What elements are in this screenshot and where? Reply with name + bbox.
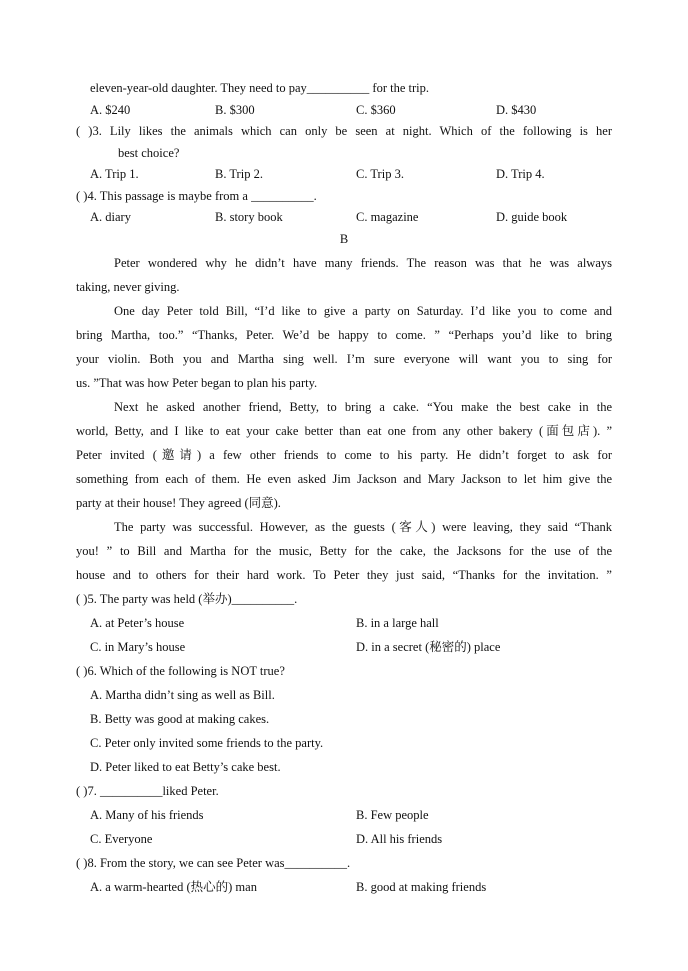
q2-option-c[interactable]: C. $360	[356, 103, 396, 117]
passage-para1-line2: taking, never giving.	[76, 280, 180, 294]
passage-para1-line1: Peter wondered why he didn’t have many friends. The reason was that he was always	[114, 256, 612, 270]
q7-option-c[interactable]: C. Everyone	[90, 832, 153, 846]
passage-para2-line1: One day Peter told Bill, “I’d like to give a party on Saturday. I’d like you to come and	[114, 304, 612, 318]
q6-option-b[interactable]: B. Betty was good at making cakes.	[90, 712, 270, 726]
q5-option-d[interactable]: D. in a secret (秘密的) place	[356, 640, 501, 654]
passage-para3-line2: world, Betty, and I like to eat your cake better than eat one from any other bakery (面包店). ”	[76, 424, 612, 438]
q6-option-d[interactable]: D. Peter liked to eat Betty’s cake best.	[90, 760, 281, 774]
passage-para3-line4: something from each of them. He even asked Jim Jackson and Mary Jackson to let him give the	[76, 472, 612, 486]
passage-para3-line1: Next he asked another friend, Betty, to bring a cake. “You make the best cake in the	[114, 400, 612, 414]
q2-option-b[interactable]: B. $300	[215, 103, 255, 117]
q3-option-b[interactable]: B. Trip 2.	[215, 167, 263, 181]
q3-option-a[interactable]: A. Trip 1.	[90, 167, 139, 181]
q4-stem: ( )4. This passage is maybe from a __________.	[76, 189, 317, 203]
q6-stem: ( )6. Which of the following is NOT true?	[76, 664, 285, 678]
section-b-heading: B	[339, 232, 349, 246]
q5-stem: ( )5. The party was held (举办)__________.	[76, 592, 298, 606]
q7-option-a[interactable]: A. Many of his friends	[90, 808, 204, 822]
q4-option-c[interactable]: C. magazine	[356, 210, 419, 224]
passage-para3-line3: Peter invited (邀请) a few other friends to come to his party. He didn’t forget to ask for	[76, 448, 612, 462]
passage-para4-line3: house and to others for their hard work. To Peter they just said, “Thanks for the invitation. ”	[76, 568, 612, 582]
q5-option-c[interactable]: C. in Mary’s house	[90, 640, 186, 654]
q2-option-d[interactable]: D. $430	[496, 103, 537, 117]
q7-stem: ( )7. __________liked Peter.	[76, 784, 219, 798]
q6-option-c[interactable]: C. Peter only invited some friends to the party.	[90, 736, 324, 750]
q3-option-c[interactable]: C. Trip 3.	[356, 167, 404, 181]
passage-para3-line5: party at their house! They agreed (同意).	[76, 496, 281, 510]
q6-option-a[interactable]: A. Martha didn’t sing as well as Bill.	[90, 688, 275, 702]
q4-option-a[interactable]: A. diary	[90, 210, 131, 224]
passage-para2-line4: us. ”That was how Peter began to plan his party.	[76, 376, 318, 390]
q3-stem: ( )3. Lily likes the animals which can only be seen at night. Which of the following is her	[76, 124, 612, 138]
q8-option-b[interactable]: B. good at making friends	[356, 880, 487, 894]
passage-para4-line1: The party was successful. However, as the guests (客人) were leaving, they said “Thank	[114, 520, 612, 534]
passage-para2-line3: your violin. Both you and Martha sing well. I’m sure everyone will want you to sing for	[76, 352, 612, 366]
q4-option-b[interactable]: B. story book	[215, 210, 283, 224]
q3-stem-cont: best choice?	[118, 146, 180, 160]
q4-option-d[interactable]: D. guide book	[496, 210, 568, 224]
passage-para4-line2: you! ” to Bill and Martha for the music, Betty for the cake, the Jacksons for the use of the	[76, 544, 612, 558]
q7-option-d[interactable]: D. All his friends	[356, 832, 443, 846]
q2-stem-tail: eleven-year-old daughter. They need to pay__________ for the trip.	[90, 81, 429, 95]
q3-option-d[interactable]: D. Trip 4.	[496, 167, 545, 181]
q7-option-b[interactable]: B. Few people	[356, 808, 429, 822]
q5-option-b[interactable]: B. in a large hall	[356, 616, 439, 630]
q8-option-a[interactable]: A. a warm-hearted (热心的) man	[90, 880, 257, 894]
q8-stem: ( )8. From the story, we can see Peter was__________.	[76, 856, 351, 870]
q5-option-a[interactable]: A. at Peter’s house	[90, 616, 185, 630]
q2-option-a[interactable]: A. $240	[90, 103, 131, 117]
passage-para2-line2: bring Martha, too.” “Thanks, Peter. We’d be happy to come. ” “Perhaps you’d like to bring	[76, 328, 612, 342]
